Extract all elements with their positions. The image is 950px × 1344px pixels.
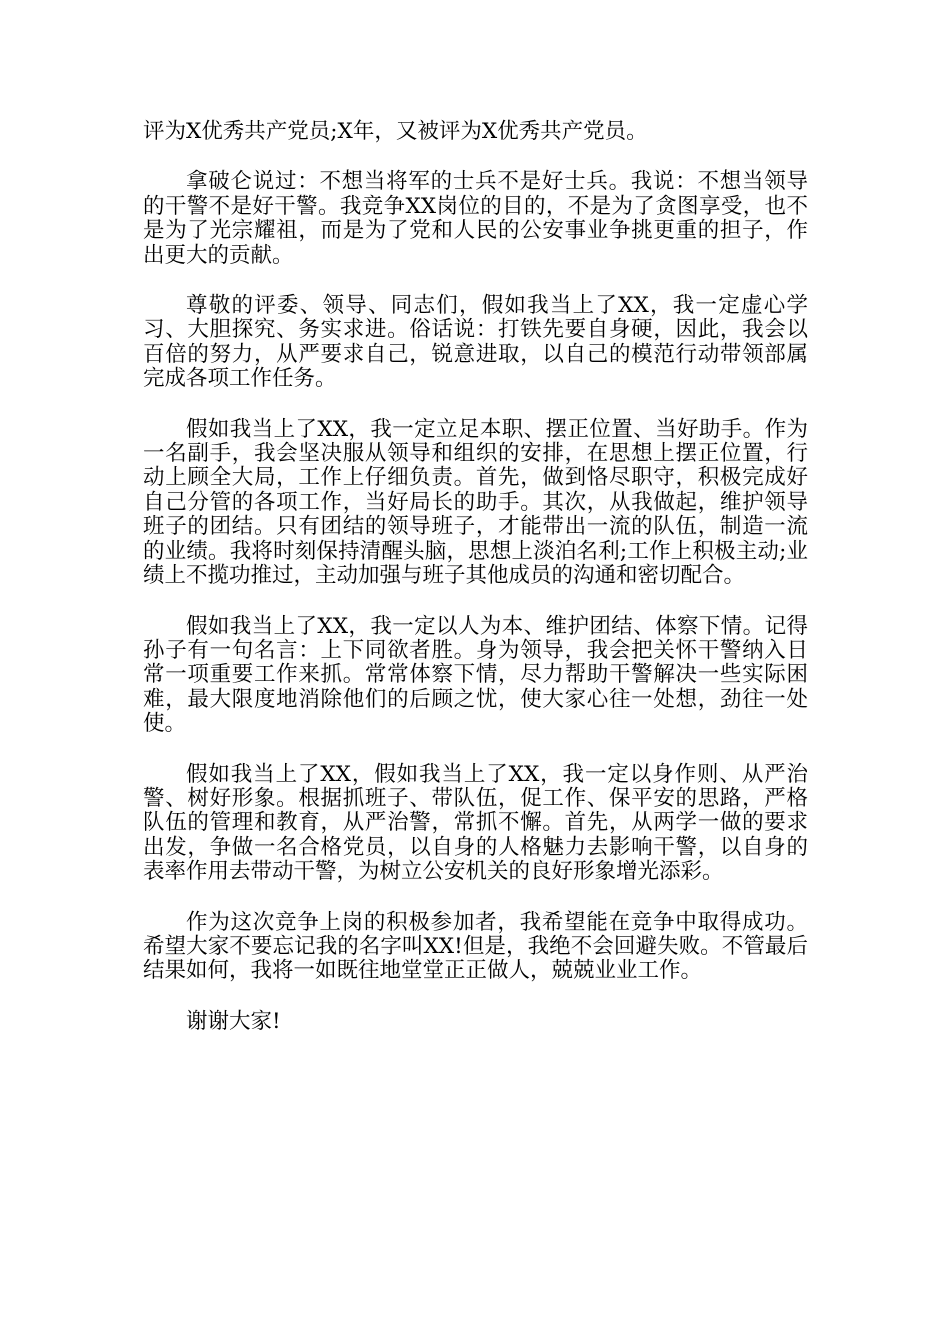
paragraph-continuation: 评为X优秀共产党员;X年，又被评为X优秀共产党员。 (143, 119, 648, 144)
document-body (143, 120, 808, 1060)
paragraph-address-judges: 尊敬的评委、领导、同志们，假如我当上了XX，我一定虚心学习、大胆探究、务实求进。俗话说：打铁先要自身硬，因此，我会以百倍的努力，从严要求自己，锐意进取，以自己的模范行动带领部属完成各项工作任务。 (143, 293, 808, 392)
paragraph-people-oriented: 假如我当上了XX，我一定以人为本、维护团结、体察下情。记得孙子有一句名言：上下同欲者胜。身为领导，我会把关怀干警纳入日常一项重要工作来抓。常常体察下情，尽力帮助干警解决一些实际困难，最大限度地消除他们的后顾之忧，使大家心往一处想，劲往一处使。 (143, 613, 808, 737)
paragraph-role-assistant: 假如我当上了XX，我一定立足本职、摆正位置、当好助手。作为一名副手，我会坚决服从领导和组织的安排，在思想上摆正位置，行动上顾全大局，工作上仔细负责。首先，做到恪尽职守，积极完成好自己分管的各项工作，当好局长的助手。其次，从我做起，维护领导班子的团结。只有团结的领导班子，才能带出一流的队伍，制造一流的业绩。我将时刻保持清醒头脑，思想上淡泊名利;工作上积极主动;业绩上不揽功推过，主动加强与班子其他成员的沟通和密切配合。 (143, 416, 808, 589)
paragraph-napoleon-quote: 拿破仑说过：不想当将军的士兵不是好士兵。我说：不想当领导的干警不是好干警。我竞争XX岗位的目的，不是为了贪图享受，也不是为了光宗耀祖，而是为了党和人民的公安事业争挑更重的担子，作出更大的贡献。 (143, 169, 808, 268)
paragraph-closing: 作为这次竞争上岗的积极参加者，我希望能在竞争中取得成功。希望大家不要忘记我的名字叫XX!但是，我绝不会回避失败。不管最后结果如何，我将一如既往地堂堂正正做人，兢兢业业工作。 (143, 909, 808, 984)
paragraph-lead-by-example: 假如我当上了XX，假如我当上了XX，我一定以身作则、从严治警、树好形象。根据抓班子、带队伍，促工作、保平安的思路，严格队伍的管理和教育，从严治警，常抓不懈。首先，从两学一做的要求出发，争做一名合格党员，以自身的人格魅力去影响干警，以自身的表率作用去带动干警，为树立公安机关的良好形象增光添彩。 (143, 761, 808, 885)
paragraph-thanks: 谢谢大家! (186, 1008, 281, 1034)
